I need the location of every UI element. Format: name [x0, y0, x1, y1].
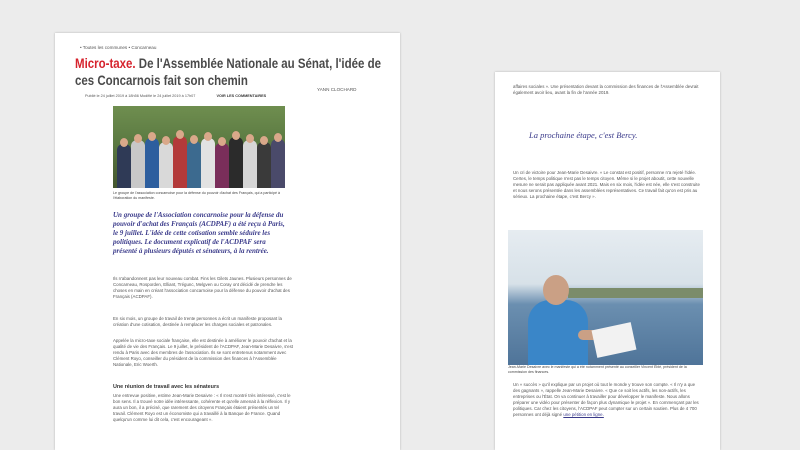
body-paragraph-text: Un « succès » qu'il explique par un projet où tout le monde y trouve son compte. « Il n'y a que des gagnants », rappelle Jean-Marie Desaivre. « Que ce soit les actifs, les non-actifs, les entreprises ou l'État. On va continuer à travailler pour développer le manifeste. Nous allons préparer une vidéo pour présenter de façon plus dynamique le projet ». En commençant par les politiques. Car chez les citoyens, l'ACDPAF peut compter sur un certain soutien. Plus de 4 700 personnes ont déjà signé — [513, 382, 699, 417]
group-photo — [113, 106, 285, 188]
pull-quote: La prochaine étape, c'est Bercy. — [529, 130, 638, 140]
comments-link[interactable]: VOIR LES COMMENTAIRES — [216, 94, 267, 98]
photo-caption: Le groupe de l'association concarnoise pour la défense du pouvoir d'achat des Français, qui a participé à l'élaboration du manifeste. — [113, 191, 280, 200]
section-subheading: Une réunion de travail avec les sénateurs — [113, 384, 220, 390]
body-paragraph: Un cri de victoire pour Jean-Marie Desaivre. « Le constat est positif, personne n'a rejeté l'idée. Certes, le temps politique n'est pas le temps citoyen. Même si le projet aboutit, cette nouvelle mesure ne serait pas appliquée avant 2021. Mais en six mois, l'idée est née, elle s'est construite et nous serons présentée dans les assemblées représentatives. Ce travail fait qu'on est pris au sérieux. La prochaine étape, c'est Bercy ». — [513, 170, 700, 199]
headline-kicker: Micro-taxe. — [75, 55, 136, 71]
article-page-right — [495, 72, 720, 450]
body-paragraph: Une entrevue positive, estime Jean-Marie Desaivre : « Il s'est montré très intéressé, c'est le bon sens. Il a trouvé notre idée intéressante, cohérente et qu'elle amenait à la réflexion. Il y aura un bon, il a précisé, que rarement des citoyens Français étaient présentés un tel travail. Clément Royo est un économiste qui a travaillé à la Banque de France. Quand quelqu'un comme lui dit cela, c'est encourageant ». — [113, 393, 291, 422]
article-page-left — [55, 33, 400, 450]
portrait-photo — [508, 230, 703, 365]
publication-date: Publié le 24 juillet 2019 à 18h56 Modifié le 24 juillet 2019 à 17h07 — [85, 94, 196, 98]
breadcrumb[interactable]: • Toutes les communes • Concarneau — [80, 45, 157, 50]
body-paragraph: affaires sociales ». Une présentation devant la commission des finances de l'Assemblée devrait également avoir lieu, avant la fin de l'année 2019. — [513, 84, 699, 95]
body-paragraph — [513, 382, 701, 450]
author-byline: YANN CLOCHARD — [317, 87, 357, 92]
body-paragraph: Ils n'abandonnent pas leur nouveau combat. Fins les Gilets Jaunes. Plusieurs personnes de Concarneau, Rosporden, Elliant, Trégunc, Melgven ou Coray ont décidé de prendre les choses en main en créant l'association concarnoise pour la défense du pouvoir d'achat des Français (ACDPAF). — [113, 276, 292, 299]
article-headline — [75, 55, 395, 89]
body-paragraph: Appelée la micro-taxe sociale française, elle est destinée à améliorer le pouvoir d'achat et la qualité de vie des Français. Le 9 juillet, le président de l'ACDPAF, Jean-Marie Desaivre, s'est rendu à Paris avec des membres de l'association. Ils se sont entretenus notamment avec Clément Royo, conseiller du président de la commission des finances à l'Assemblée Nationale, Eric Woerth. — [113, 338, 293, 367]
photo-caption: Jean-Marie Desaivre avec le manifeste qui a été notamment présenté au conseiller Vincent Éblé, président de la commission des finances. — [508, 365, 687, 374]
publication-info — [85, 94, 266, 98]
body-paragraph: En six mois, un groupe de travail de trente personnes a écrit un manifeste proposant la création d'une cotisation, destinée à remplacer les charges sociales et patronales. — [113, 316, 282, 327]
petition-link[interactable]: une pétition en ligne. — [563, 412, 604, 417]
article-lead: Un groupe de l'Association concarnoise pour la défense du pouvoir d'achat des Français (ACDPAF) a été reçu à Paris, le 9 juillet. L'idée de cette cotisation semble séduire les politiques. Le document explicatif de l'ACDPAF sera présenté à plusieurs députés et sénateurs, à la rentrée. — [113, 211, 285, 255]
headline-text: De l'Assemblée Nationale au Sénat, l'idée de ces Concarnois fait son chemin — [75, 55, 381, 88]
